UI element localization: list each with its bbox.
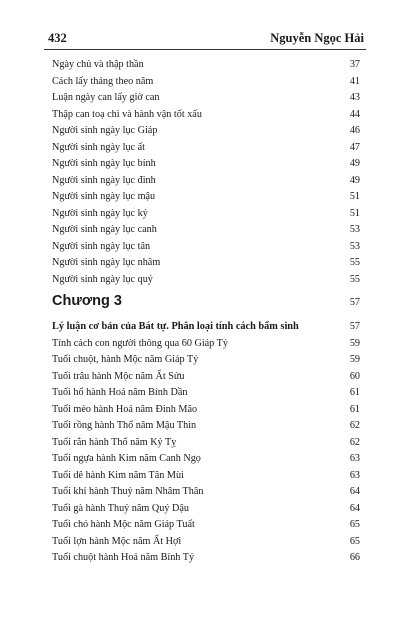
toc-entry xyxy=(52,222,360,239)
page-header xyxy=(48,31,364,45)
toc-entry-page: 51 xyxy=(349,207,360,219)
toc-entry xyxy=(52,451,360,468)
toc-entry-page: 64 xyxy=(349,502,360,514)
toc-entry-page: 62 xyxy=(349,436,360,448)
toc-entry-page: 55 xyxy=(349,273,360,285)
toc-entry-page: 41 xyxy=(349,75,360,87)
toc-entry xyxy=(52,107,360,124)
running-head-author: Nguyễn Ngọc Hải xyxy=(270,31,364,45)
chapter-entry xyxy=(52,288,360,319)
chapter-heading-page: 57 xyxy=(349,321,360,332)
toc-entry xyxy=(52,57,360,74)
toc-entry xyxy=(52,435,360,452)
toc-entry-page: 63 xyxy=(349,453,360,464)
toc-entry-title: Tuổi rắn hành Thổ năm Kỷ Tỵ xyxy=(52,436,177,448)
chapter-page: 57 xyxy=(349,297,360,308)
chapter-heading-title: Lý luận cơ bản của Bát tự. Phân loại tính cách bẩm sinh xyxy=(52,321,299,332)
toc-entry-title: Tuổi chuột hành Hoả năm Bính Tý xyxy=(52,552,195,563)
toc-entry-title: Người sinh ngày lục tân xyxy=(52,240,151,252)
toc-entry-title: Cách lấy tháng theo năm xyxy=(52,75,154,87)
toc-entry-title: Tuổi gà hành Thuỷ năm Quý Dậu xyxy=(52,502,189,514)
toc-entry-title: Người sinh ngày lục ất xyxy=(52,141,145,153)
toc-entry xyxy=(52,173,360,190)
toc-entry-title: Tuổi dê hành Kim năm Tân Mùi xyxy=(52,469,184,481)
toc-entry-page: 61 xyxy=(349,403,360,415)
toc-entry-title: Người sinh ngày lục canh xyxy=(52,224,157,235)
toc-entry xyxy=(52,156,360,173)
toc-entry xyxy=(52,550,360,567)
toc-entry-page: 63 xyxy=(349,469,360,481)
toc-entry-page: 51 xyxy=(349,191,360,202)
toc-entry-page: 49 xyxy=(349,174,360,186)
toc-entry xyxy=(52,336,360,353)
toc-entry-page: 59 xyxy=(349,337,360,349)
toc-entry-title: Thập can toạ chi và hành vận tốt xấu xyxy=(52,108,202,120)
toc-entry-title: Người sinh ngày lục kỷ xyxy=(52,207,148,219)
toc-section-b xyxy=(52,336,360,567)
toc-entry-title: Tuổi lợn hành Mộc năm Ất Hợi xyxy=(52,535,182,547)
toc-entry-title: Ngày chủ và thập thần xyxy=(52,59,144,70)
chapter-title: Chương 3 xyxy=(52,293,122,309)
toc-entry-page: 47 xyxy=(349,141,360,153)
toc-entry-title: Tuổi trâu hành Mộc năm Ất Sửu xyxy=(52,370,185,382)
toc-entry-page: 44 xyxy=(349,108,360,120)
toc-entry xyxy=(52,418,360,435)
chapter-heading-entry xyxy=(52,319,360,336)
toc-entry-page: 53 xyxy=(349,224,360,235)
toc-entry-page: 65 xyxy=(349,535,360,547)
toc-entry-page: 60 xyxy=(349,370,360,382)
toc-entry xyxy=(52,517,360,534)
toc-entry-page: 55 xyxy=(349,257,360,268)
toc-entry-title: Tuổi rồng hành Thổ năm Mậu Thìn xyxy=(52,420,197,431)
toc-entry-title: Tuổi khỉ hành Thuỷ năm Nhâm Thân xyxy=(52,486,204,497)
toc-entry-title: Tuổi ngựa hành Kim năm Canh Ngọ xyxy=(52,453,201,464)
toc-entry-page: 64 xyxy=(349,486,360,497)
toc-entry-title: Người sinh ngày lục đinh xyxy=(52,174,156,186)
toc-entry xyxy=(52,206,360,223)
toc-entry xyxy=(52,123,360,140)
toc-entry-page: 62 xyxy=(349,420,360,431)
toc-entry xyxy=(52,74,360,91)
toc-entry-title: Tuổi chó hành Mộc năm Giáp Tuất xyxy=(52,519,195,530)
toc-entry xyxy=(52,534,360,551)
toc-entry xyxy=(52,90,360,107)
toc-entry xyxy=(52,255,360,272)
toc-entry xyxy=(52,189,360,206)
toc-entry-page: 49 xyxy=(349,158,360,169)
toc-entry-page: 66 xyxy=(349,552,360,563)
toc-entry xyxy=(52,272,360,289)
toc-entry xyxy=(52,468,360,485)
toc-entry-title: Người sinh ngày lục quý xyxy=(52,273,153,285)
toc-entry-page: 61 xyxy=(349,387,360,398)
header-rule xyxy=(44,49,366,50)
toc-entry xyxy=(52,140,360,157)
toc-entry-title: Luận ngày can lấy giờ can xyxy=(52,92,160,103)
toc-entry-page: 37 xyxy=(349,59,360,70)
toc-entry-title: Người sinh ngày lục bính xyxy=(52,158,156,169)
toc-entry xyxy=(52,484,360,501)
toc-entry-title: Tính cách con người thông qua 60 Giáp Tý xyxy=(52,337,228,349)
toc-entry xyxy=(52,385,360,402)
toc-entry xyxy=(52,369,360,386)
toc-entry-title: Người sinh ngày lục mậu xyxy=(52,191,156,202)
table-of-contents xyxy=(52,57,360,567)
toc-entry-title: Người sinh ngày lục Giáp xyxy=(52,125,158,136)
toc-entry xyxy=(52,402,360,419)
toc-entry-title: Người sinh ngày lục nhâm xyxy=(52,257,161,268)
toc-entry xyxy=(52,239,360,256)
toc-entry-page: 59 xyxy=(349,354,360,365)
toc-entry-page: 53 xyxy=(349,240,360,252)
toc-entry-page: 43 xyxy=(349,92,360,103)
toc-entry-title: Tuổi hổ hành Hoả năm Bính Dần xyxy=(52,387,188,398)
toc-entry-title: Tuổi chuột, hành Mộc năm Giáp Tý xyxy=(52,354,199,365)
toc-entry xyxy=(52,501,360,518)
toc-entry-page: 65 xyxy=(349,519,360,530)
toc-entry-page: 46 xyxy=(349,125,360,136)
toc-entry-title: Tuổi mèo hành Hoả năm Đinh Mão xyxy=(52,403,198,415)
toc-entry xyxy=(52,352,360,369)
page-number: 432 xyxy=(48,31,67,45)
toc-section-a xyxy=(52,57,360,288)
